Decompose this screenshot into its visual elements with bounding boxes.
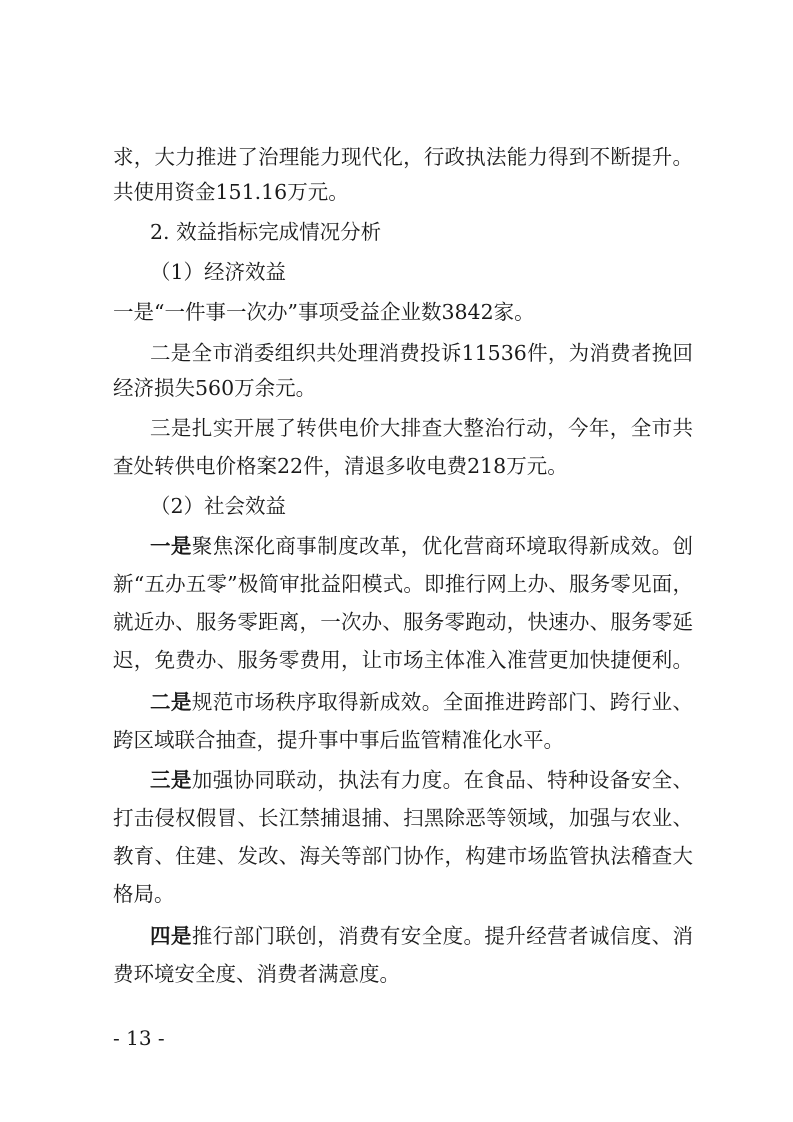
paragraph-line: 新“五办五零”极简审批益阳模式。即推行网上办、服务零见面， (113, 572, 693, 596)
paragraph-line (150, 531, 693, 561)
paragraph-line (150, 687, 693, 717)
bold-lead: 二是 (150, 690, 192, 714)
paragraph-line: 经济损失560万余元。 (113, 376, 317, 400)
paragraph-text: 规范市场秩序取得新成效。全面推进跨部门、跨行业、 (191, 690, 693, 714)
paragraph-text: 加强协同联动，执法有力度。在食品、特种设备安全、 (191, 768, 693, 792)
bold-lead: 一是 (150, 534, 192, 558)
section-heading: 2. 效益指标完成情况分析 (150, 220, 382, 244)
paragraph-text: 聚焦深化商事制度改革，优化营商环境取得新成效。创 (191, 534, 693, 558)
paragraph-line: 三是扎实开展了转供电价大排查大整治行动，今年，全市共 (150, 416, 693, 440)
paragraph-line: 求，大力推进了治理能力现代化，行政执法能力得到不断提升。 (113, 145, 693, 169)
paragraph-line: 教育、住建、发改、海关等部门协作，构建市场监管执法稽查大 (113, 844, 693, 868)
paragraph-line: 跨区域联合抽查，提升事中事后监管精准化水平。 (113, 728, 564, 752)
subsection-heading: （2）社会效益 (150, 494, 287, 518)
paragraph-line: 就近办、服务零距离，一次办、服务零跑动，快速办、服务零延 (113, 610, 693, 634)
paragraph-line: 打击侵权假冒、长江禁捕退捕、扫黑除恶等领域，加强与农业、 (113, 806, 693, 830)
paragraph-line: 二是全市消委组织共处理消费投诉11536件，为消费者挽回 (150, 341, 693, 365)
paragraph-line: 迟，免费办、服务零费用，让市场主体准入准营更加快捷便利。 (113, 648, 693, 672)
page-number: - 13 - (113, 1026, 165, 1050)
paragraph-line: 格局。 (113, 882, 175, 906)
bold-lead: 四是 (150, 924, 192, 948)
paragraph-line: 查处转供电价格案22件，清退多收电费218万元。 (113, 454, 568, 478)
paragraph-line: 共使用资金151.16万元。 (113, 180, 349, 204)
paragraph-text: 推行部门联创，消费有安全度。提升经营者诚信度、消 (191, 924, 693, 948)
paragraph-line (150, 921, 693, 951)
subsection-heading: （1）经济效益 (150, 260, 287, 284)
paragraph-line: 费环境安全度、消费者满意度。 (113, 962, 400, 986)
paragraph-line (150, 765, 693, 795)
paragraph-line: 一是“一件事一次办”事项受益企业数3842家。 (113, 300, 535, 324)
bold-lead: 三是 (150, 768, 192, 792)
